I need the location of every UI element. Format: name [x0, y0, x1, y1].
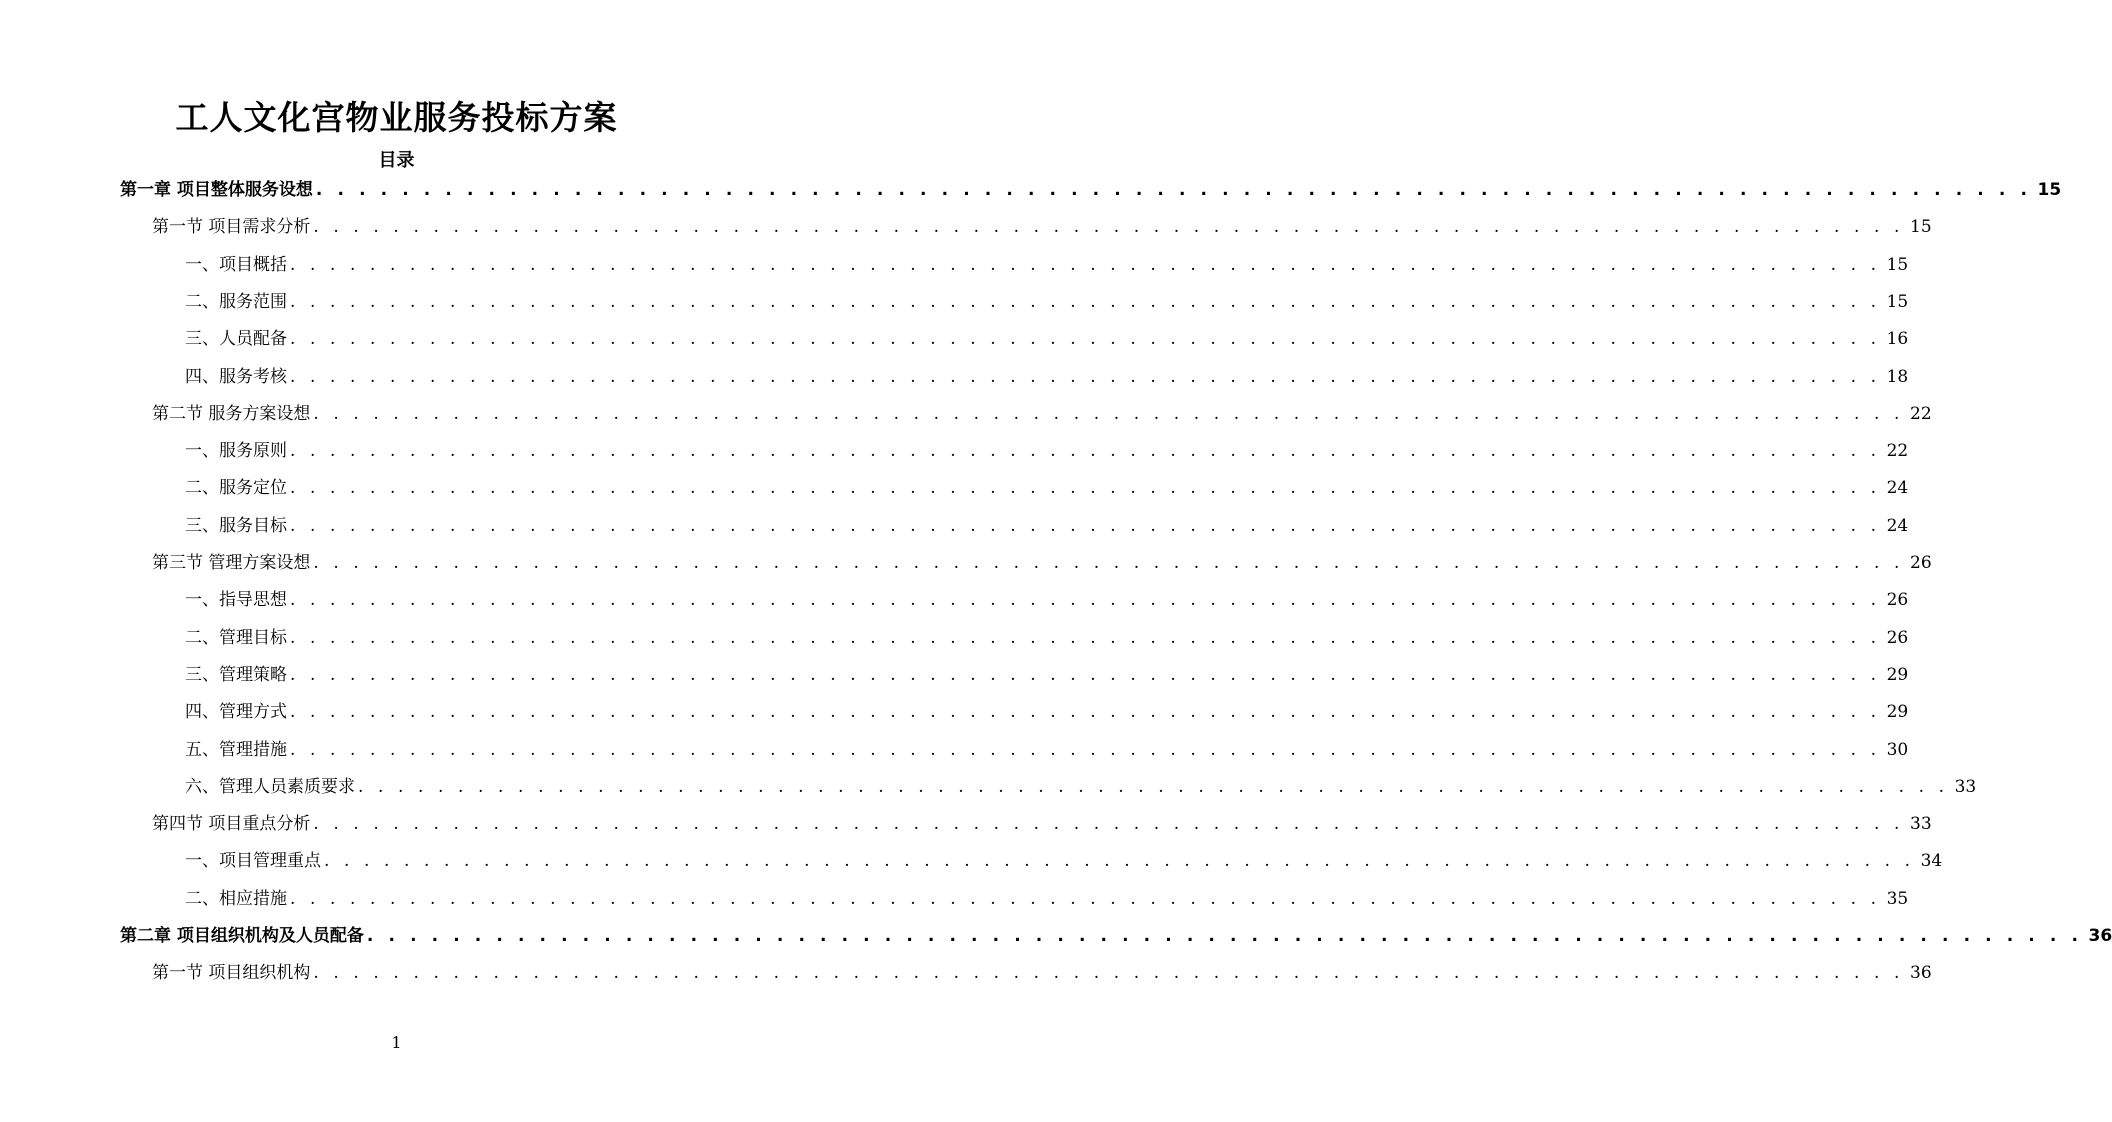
- toc-entry[interactable]: [120, 921, 2112, 951]
- toc-leader-dots: . . . . . . . . . . . . . . . . . . . . . . . . . . . . . . . . . . . . . . . . . . . . . . . . . . . . . . . . . . . . . . . . . . . . . . . . . . . . . . . .: [315, 180, 2032, 200]
- toc-entry-label: 一、项目概括: [185, 254, 287, 275]
- toc-entry-label: 三、人员配备: [185, 329, 287, 350]
- toc-entry-page: 26: [1886, 627, 1909, 648]
- toc-leader-dots: . . . . . . . . . . . . . . . . . . . . . . . . . . . . . . . . . . . . . . . . . . . . . . . . . . . . . . . . . . . . . . . . . . . . . . . . . . . . . . . .: [290, 291, 1881, 312]
- toc-leader-dots: . . . . . . . . . . . . . . . . . . . . . . . . . . . . . . . . . . . . . . . . . . . . . . . . . . . . . . . . . . . . . . . . . . . . . . . . . . . . . . . .: [313, 217, 1905, 238]
- toc-leader-dots: . . . . . . . . . . . . . . . . . . . . . . . . . . . . . . . . . . . . . . . . . . . . . . . . . . . . . . . . . . . . . . . . . . . . . . . . . . . . . . . .: [290, 664, 1881, 685]
- toc-entry-label: 六、管理人员素质要求: [185, 776, 355, 797]
- toc-leader-dots: . . . . . . . . . . . . . . . . . . . . . . . . . . . . . . . . . . . . . . . . . . . . . . . . . . . . . . . . . . . . . . . . . . . . . . . . . . . . . . . .: [290, 366, 1881, 387]
- toc-leader-dots: . . . . . . . . . . . . . . . . . . . . . . . . . . . . . . . . . . . . . . . . . . . . . . . . . . . . . . . . . . . . . . . . . . . . . . . . . . . . . . . .: [313, 403, 1905, 424]
- toc-entry-page: 15: [1886, 291, 1909, 312]
- toc-entry-label: 二、管理目标: [185, 627, 287, 648]
- toc-entry-page: 33: [1910, 814, 1932, 835]
- toc-leader-dots: . . . . . . . . . . . . . . . . . . . . . . . . . . . . . . . . . . . . . . . . . . . . . . . . . . . . . . . . . . . . . . . . . . . . . . . . . . . . . . . .: [290, 441, 1881, 462]
- toc-entry-page: 22: [1886, 441, 1909, 462]
- toc-leader-dots: . . . . . . . . . . . . . . . . . . . . . . . . . . . . . . . . . . . . . . . . . . . . . . . . . . . . . . . . . . . . . . . . . . . . . . . . . . . . . . . .: [290, 515, 1881, 536]
- toc-entry-label: 三、服务目标: [185, 515, 287, 536]
- toc-entry-label: 第四节 项目重点分析: [152, 814, 311, 835]
- toc-leader-dots: . . . . . . . . . . . . . . . . . . . . . . . . . . . . . . . . . . . . . . . . . . . . . . . . . . . . . . . . . . . . . . . . . . . . . . . . . . . . . . . .: [290, 329, 1881, 350]
- toc-entry-label: 第二节 服务方案设想: [152, 403, 311, 424]
- toc-entry[interactable]: [185, 660, 1909, 690]
- toc-entry-label: 二、服务定位: [185, 478, 287, 499]
- toc-entry-label: 三、管理策略: [185, 664, 287, 685]
- toc-entry[interactable]: [185, 436, 1909, 466]
- toc-leader-dots: . . . . . . . . . . . . . . . . . . . . . . . . . . . . . . . . . . . . . . . . . . . . . . . . . . . . . . . . . . . . . . . . . . . . . . . . . . . . . . . .: [313, 814, 1905, 835]
- toc-entry-label: 第一节 项目组织机构: [152, 963, 311, 984]
- toc-entry[interactable]: [185, 735, 1909, 765]
- toc-entry-page: 30: [1886, 739, 1909, 760]
- toc-leader-dots: . . . . . . . . . . . . . . . . . . . . . . . . . . . . . . . . . . . . . . . . . . . . . . . . . . . . . . . . . . . . . . . . . . . . . . . . . . . . . . . .: [313, 963, 1905, 984]
- toc-entry[interactable]: [185, 362, 1909, 392]
- toc-entry[interactable]: [152, 809, 1932, 839]
- toc-entry-page: 24: [1886, 478, 1909, 499]
- document-title: 工人文化宫物业服务投标方案: [175, 98, 618, 137]
- toc-entry-page: 29: [1886, 664, 1909, 685]
- toc-entry[interactable]: [185, 884, 1909, 914]
- toc-entry[interactable]: [185, 250, 1909, 280]
- toc-entry-label: 第一章 项目整体服务设想: [120, 180, 313, 200]
- toc-leader-dots: . . . . . . . . . . . . . . . . . . . . . . . . . . . . . . . . . . . . . . . . . . . . . . . . . . . . . . . . . . . . . . . . . . . . . . . . . . . . . . . .: [290, 627, 1881, 648]
- toc-entry-label: 一、项目管理重点: [185, 851, 321, 872]
- toc-entry-label: 二、服务范围: [185, 291, 287, 312]
- toc-entry[interactable]: [185, 585, 1909, 615]
- toc-entry-label: 第三节 管理方案设想: [152, 553, 311, 573]
- toc-entry-page: 35: [1886, 888, 1909, 909]
- toc-entry-page: 36: [1910, 963, 1932, 984]
- toc-entry-page: 36: [2088, 926, 2112, 946]
- toc-entry-page: 26: [1910, 553, 1932, 573]
- toc-entry-page: 15: [1910, 217, 1932, 238]
- toc-entry[interactable]: [185, 697, 1909, 727]
- toc-entry-page: 18: [1886, 366, 1909, 387]
- toc-entry-page: 16: [1886, 329, 1909, 350]
- toc-entry-label: 一、指导思想: [185, 590, 287, 611]
- toc-leader-dots: . . . . . . . . . . . . . . . . . . . . . . . . . . . . . . . . . . . . . . . . . . . . . . . . . . . . . . . . . . . . . . . . . . . . . . . . . . . . . . . .: [313, 553, 1905, 573]
- toc-entry[interactable]: [185, 846, 1943, 876]
- toc-leader-dots: . . . . . . . . . . . . . . . . . . . . . . . . . . . . . . . . . . . . . . . . . . . . . . . . . . . . . . . . . . . . . . . . . . . . . . . . . . . . . . . .: [290, 739, 1881, 760]
- toc-leader-dots: . . . . . . . . . . . . . . . . . . . . . . . . . . . . . . . . . . . . . . . . . . . . . . . . . . . . . . . . . . . . . . . . . . . . . . . . . . . . . . . .: [290, 888, 1881, 909]
- toc-entry[interactable]: [152, 212, 1932, 242]
- toc-leader-dots: . . . . . . . . . . . . . . . . . . . . . . . . . . . . . . . . . . . . . . . . . . . . . . . . . . . . . . . . . . . . . . . . . . . . . . . . . . . . . . . .: [358, 776, 1949, 797]
- toc-entry-label: 第一节 项目需求分析: [152, 217, 311, 238]
- toc-entry[interactable]: [185, 772, 1977, 802]
- toc-entry-label: 四、服务考核: [185, 366, 287, 387]
- toc-entry[interactable]: [185, 623, 1909, 653]
- toc-leader-dots: . . . . . . . . . . . . . . . . . . . . . . . . . . . . . . . . . . . . . . . . . . . . . . . . . . . . . . . . . . . . . . . . . . . . . . . . . . . . . . . .: [366, 926, 2083, 946]
- toc-entry-page: 15: [2037, 180, 2062, 200]
- toc-entry[interactable]: [185, 324, 1909, 354]
- toc-entry-label: 二、相应措施: [185, 888, 287, 909]
- toc-entry[interactable]: [185, 473, 1909, 503]
- toc-entry[interactable]: [152, 399, 1932, 429]
- toc-entry-page: 33: [1954, 776, 1977, 797]
- toc-leader-dots: . . . . . . . . . . . . . . . . . . . . . . . . . . . . . . . . . . . . . . . . . . . . . . . . . . . . . . . . . . . . . . . . . . . . . . . . . . . . . . . .: [290, 254, 1881, 275]
- toc-entry-label: 四、管理方式: [185, 702, 287, 723]
- toc-heading: 目录: [378, 150, 415, 171]
- toc-entry[interactable]: [152, 958, 1932, 988]
- toc-leader-dots: . . . . . . . . . . . . . . . . . . . . . . . . . . . . . . . . . . . . . . . . . . . . . . . . . . . . . . . . . . . . . . . . . . . . . . . . . . . . . . . .: [290, 590, 1881, 611]
- toc-leader-dots: . . . . . . . . . . . . . . . . . . . . . . . . . . . . . . . . . . . . . . . . . . . . . . . . . . . . . . . . . . . . . . . . . . . . . . . . . . . . . . . .: [324, 851, 1915, 872]
- toc-entry-page: 15: [1886, 254, 1909, 275]
- toc-entry[interactable]: [185, 511, 1909, 541]
- toc-entry-page: 34: [1920, 851, 1943, 872]
- toc-entry-page: 24: [1886, 515, 1909, 536]
- toc-entry-label: 一、服务原则: [185, 441, 287, 462]
- toc-entry[interactable]: [120, 175, 2062, 205]
- toc-entry-label: 第二章 项目组织机构及人员配备: [120, 926, 364, 946]
- toc-entry[interactable]: [185, 287, 1909, 317]
- toc-leader-dots: . . . . . . . . . . . . . . . . . . . . . . . . . . . . . . . . . . . . . . . . . . . . . . . . . . . . . . . . . . . . . . . . . . . . . . . . . . . . . . . .: [290, 478, 1881, 499]
- toc-entry-label: 五、管理措施: [185, 739, 287, 760]
- toc-entry[interactable]: [152, 548, 1932, 578]
- toc-entry-page: 22: [1910, 403, 1932, 424]
- toc-leader-dots: . . . . . . . . . . . . . . . . . . . . . . . . . . . . . . . . . . . . . . . . . . . . . . . . . . . . . . . . . . . . . . . . . . . . . . . . . . . . . . . .: [290, 702, 1881, 723]
- toc-entry-page: 29: [1886, 702, 1909, 723]
- page-number: 1: [391, 1033, 402, 1052]
- toc-entry-page: 26: [1886, 590, 1909, 611]
